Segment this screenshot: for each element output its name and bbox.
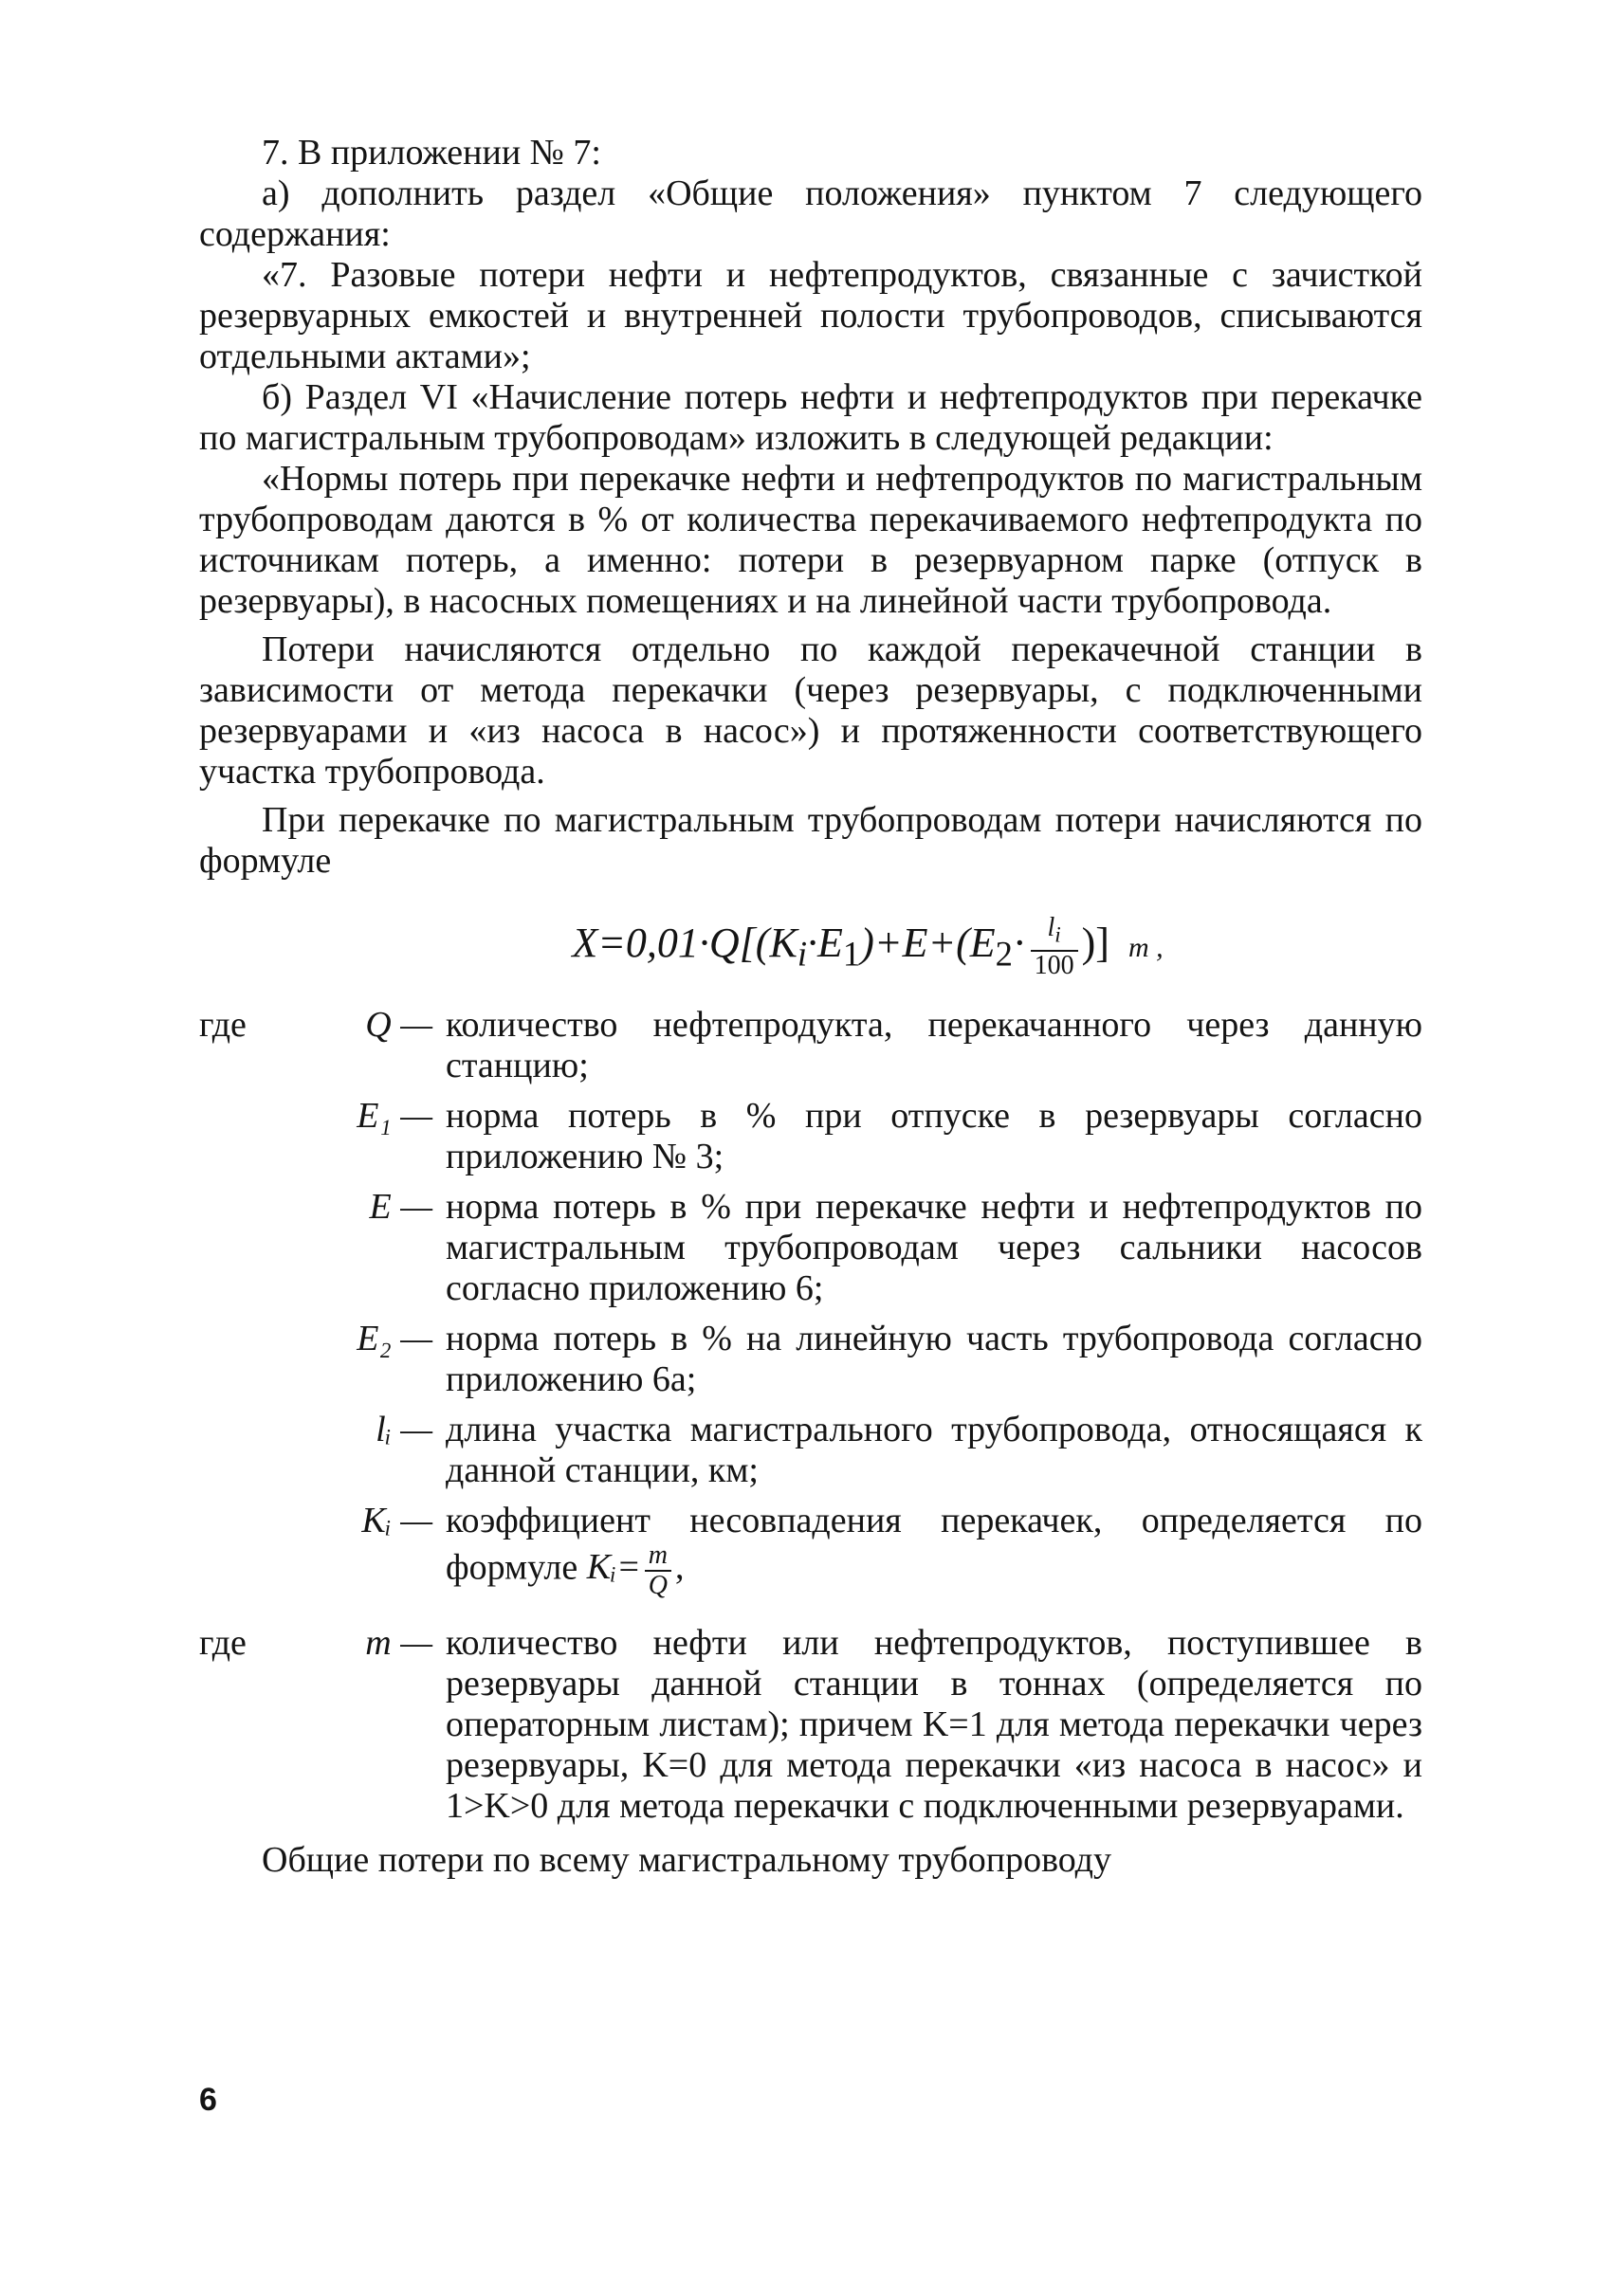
fraction-numerator: l <box>1047 913 1055 942</box>
definition-symbol: m — <box>365 1622 432 1663</box>
formula-unit: т , <box>1127 931 1164 963</box>
k-fraction <box>645 1541 671 1600</box>
fraction-numerator-sub: i <box>1054 922 1061 948</box>
quoted-point-7: «7. Разовые потери нефти и нефтепродуктов, связанные с зачисткой резервуарных емкостей и внутренней полости трубопроводов, списываются отдельными актами»; <box>199 255 1422 376</box>
k-formula-tail: , <box>675 1547 685 1588</box>
k-fraction-denominator: Q <box>648 1570 668 1600</box>
definition-text: норма потерь в % при перекачке нефти и нефтепродуктов по магистральным трубопроводам через сальники насосов согласно приложению 6; <box>446 1186 1422 1308</box>
formula-sub-i: i <box>797 934 807 974</box>
definition-symbol: lᵢ — <box>376 1409 432 1449</box>
definition-text: норма потерь в % на линейную часть трубопровода согласно приложению 6а; <box>446 1318 1422 1399</box>
norms-paragraph: «Нормы потерь при перекачке нефти и нефтепродуктов по магистральным трубопроводам даются в % от количества перекачиваемого нефтепродукта по источникам потерь, а именно: потери в резервуарном парке (отпуск в резервуары), в насосных помещениях и на линейной части трубопровода. <box>199 459 1422 621</box>
where-label: где <box>199 1004 247 1045</box>
paragraph-b: б) Раздел VI «Начисление потерь нефти и нефтепродуктов при перекачке по магистральным трубопроводам» изложить в следующей редакции: <box>199 377 1422 458</box>
losses-paragraph: Потери начисляются отдельно по каждой перекачечной станции в зависимости от метода перекачки (через резервуары, с подключенными резервуарами и «из насоса в насос») и протяженности соответствующего участка трубопровода. <box>199 629 1422 792</box>
k-definition <box>446 1501 1422 1600</box>
definitions-list <box>199 1005 1422 1827</box>
k-formula <box>586 1540 685 1600</box>
formula-fraction <box>1031 914 1078 980</box>
fraction-denominator: 100 <box>1034 950 1074 980</box>
definition-symbol: E₁ — <box>357 1095 432 1136</box>
page-number: 6 <box>199 2082 217 2118</box>
definition-text: норма потерь в % при отпуске в резервуары согласно приложению № 3; <box>446 1095 1422 1176</box>
definition-symbol: E — <box>369 1186 432 1227</box>
where-label: где <box>199 1622 247 1663</box>
formula-mid1: ·E <box>807 919 843 966</box>
definition-symbol: E₂ — <box>357 1318 432 1358</box>
definition-text: коэффициент несовпадения перекачек, определяется по формуле <box>446 1500 1422 1588</box>
m-definition-text: количество нефти или нефтепродуктов, поступившее в резервуары данной станции в тоннах (определяется по операторным листам); причем K=1 для метода перекачки через резервуары, K=0 для метода перекачки «из насоса в насос» и 1>K>0 для метода перекачки с подключенными резервуарами. <box>446 1622 1422 1826</box>
k-fraction-numerator: m <box>645 1541 671 1572</box>
formula-right: )] <box>1081 919 1109 966</box>
formula-intro: При перекачке по магистральным трубопроводам потери начисляются по формуле <box>199 800 1422 881</box>
total-losses-paragraph: Общие потери по всему магистральному трубопроводу <box>262 1839 1112 1880</box>
formula-sub-2: 2 <box>995 934 1013 974</box>
formula-mid3: · <box>1013 919 1027 966</box>
main-formula <box>199 914 1422 980</box>
document-page <box>199 133 1422 1881</box>
paragraph-a: а) дополнить раздел «Общие положения» пунктом 7 следующего содержания: <box>199 173 1422 254</box>
formula-left: X=0,01·Q[(K <box>572 919 797 966</box>
definition-text: длина участка магистрального трубопровода, относящаяся к данной станции, км; <box>446 1409 1422 1490</box>
formula-mid2: )+E+(E <box>860 919 996 966</box>
definition-symbol: Kᵢ — <box>361 1500 432 1540</box>
formula-sub-1: 1 <box>842 934 861 974</box>
paragraph-item-7: 7. В приложении № 7: <box>262 133 601 173</box>
k-formula-lhs: Kᵢ= <box>586 1547 641 1588</box>
definition-text: количество нефтепродукта, перекачанного через данную станцию; <box>446 1004 1422 1085</box>
definition-symbol: Q — <box>365 1004 432 1045</box>
